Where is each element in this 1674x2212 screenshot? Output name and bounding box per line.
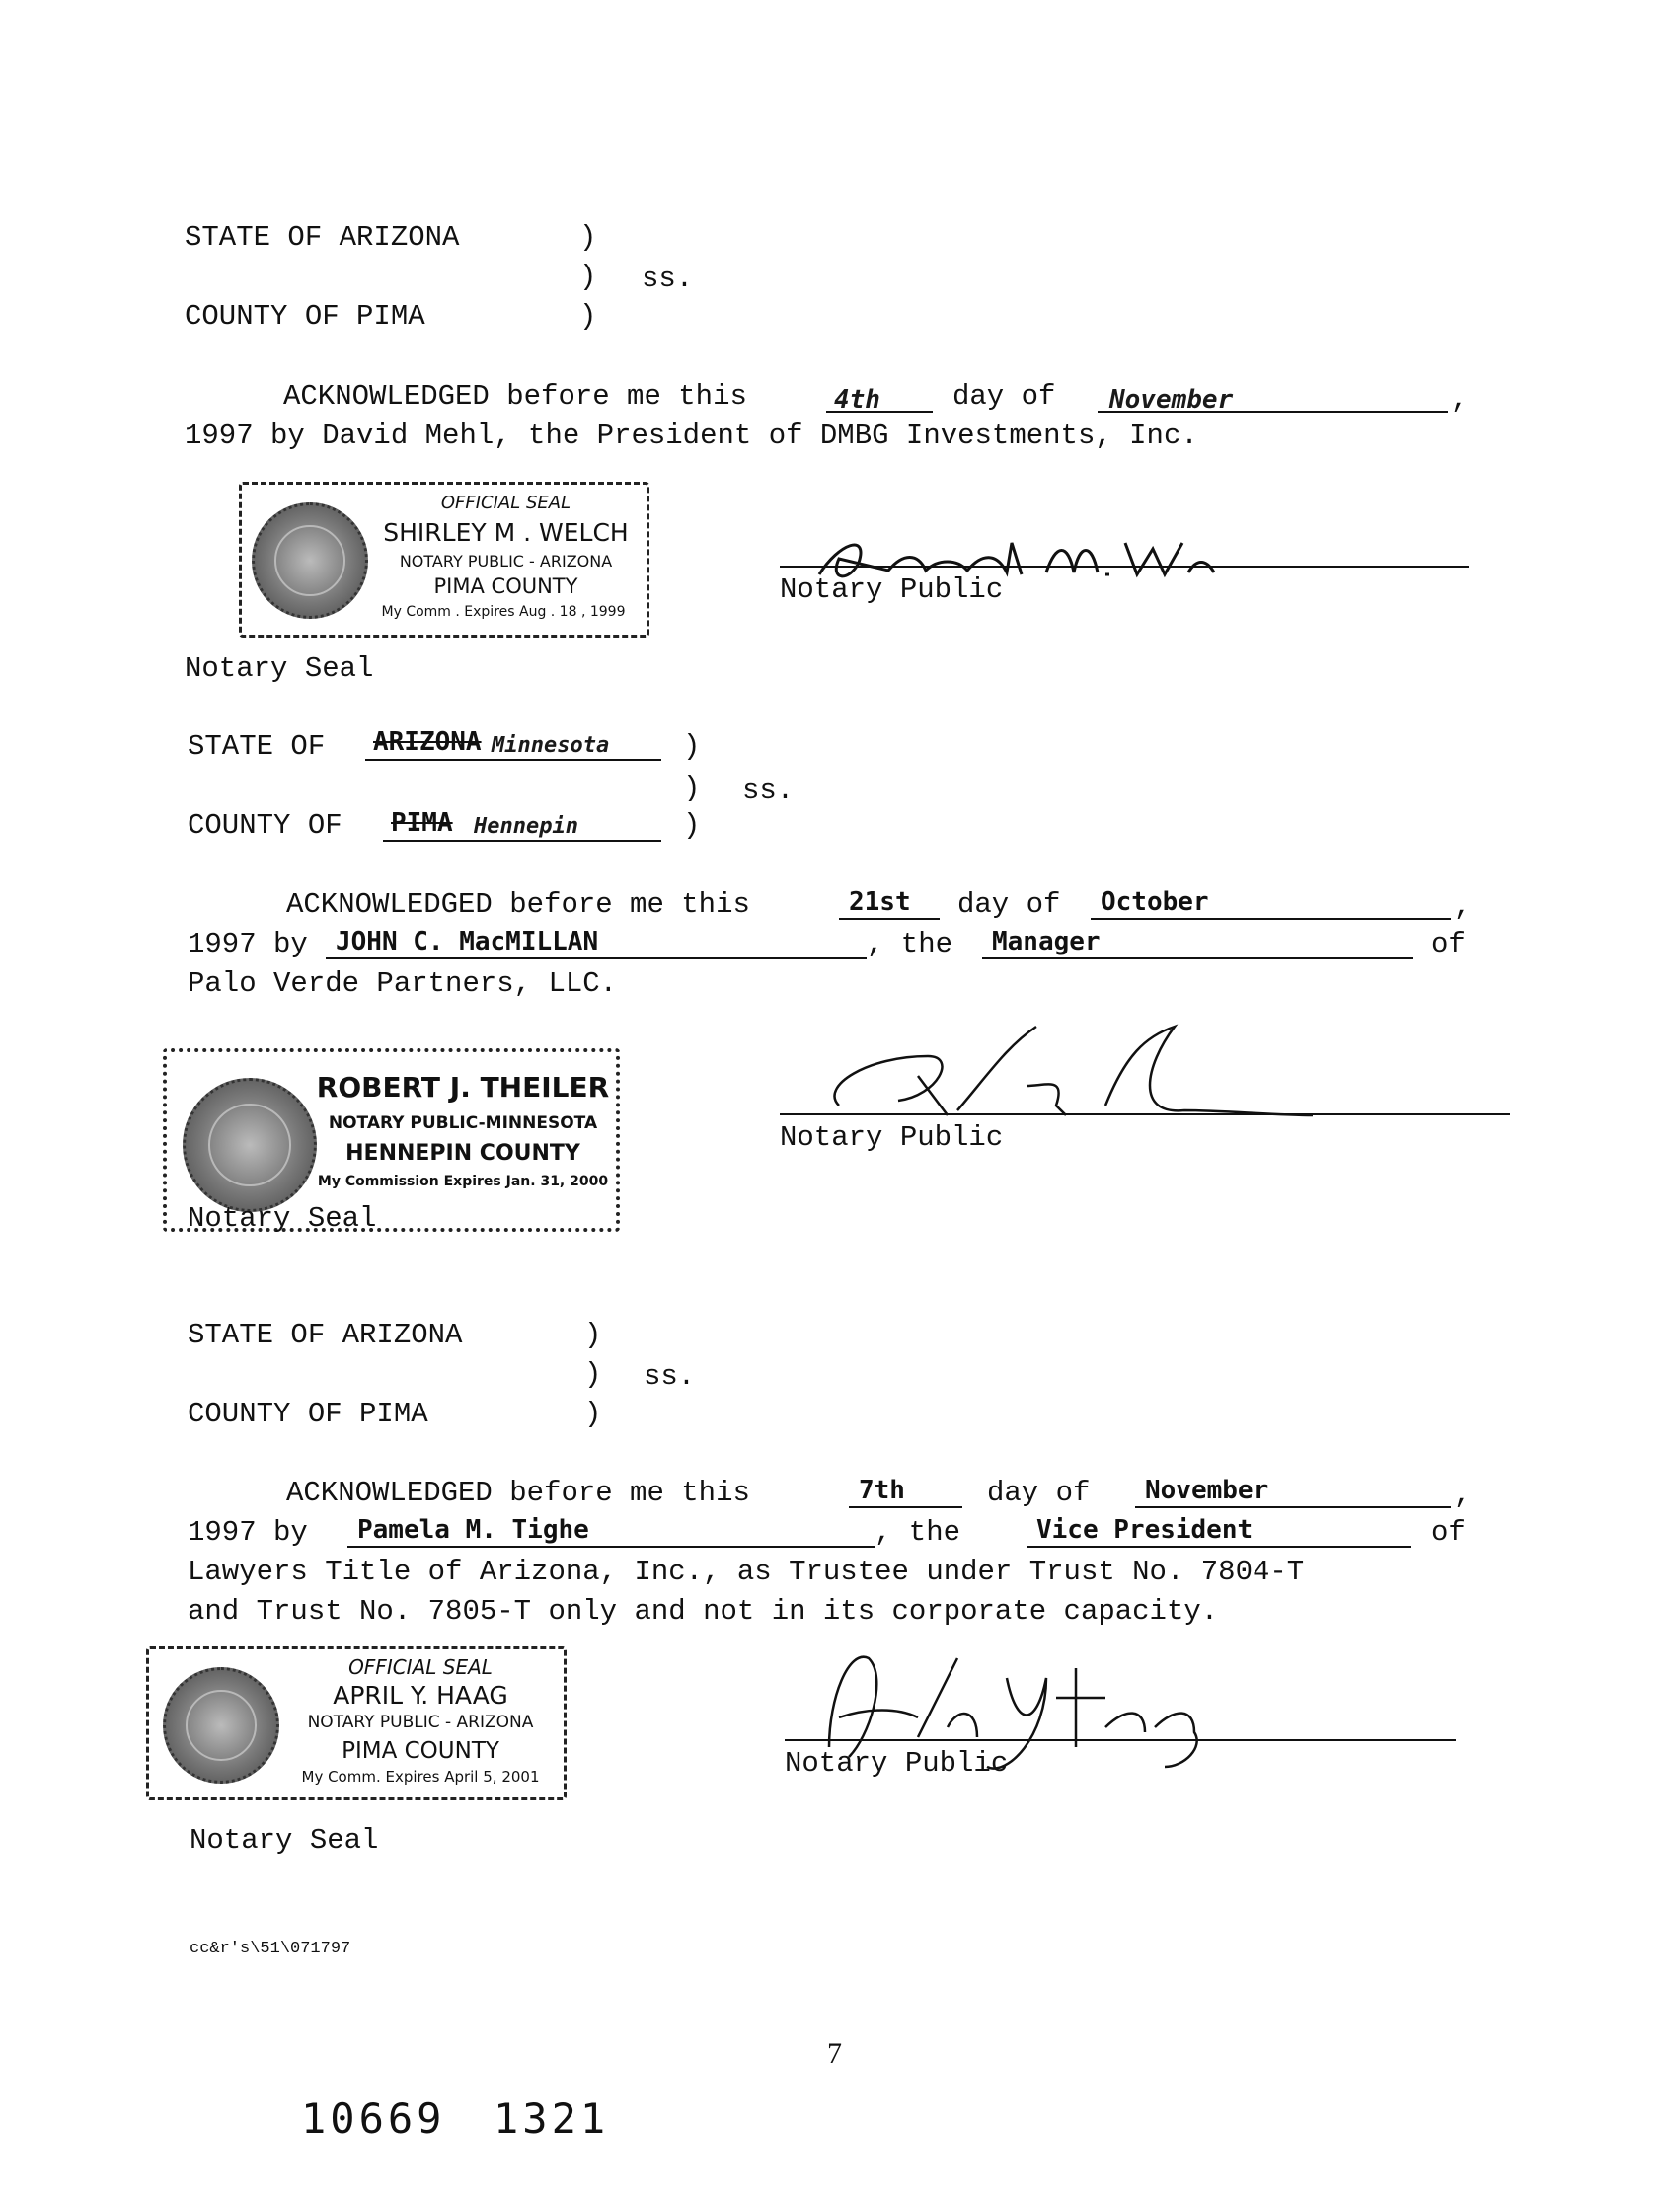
entity-2: Palo Verde Partners, LLC. [188,967,618,1000]
paren: ) [584,1319,602,1351]
paren: ) [579,261,597,293]
ack-day-1: 4th [834,385,880,415]
notary-public-label-3: Notary Public [785,1747,1009,1780]
ack-prefix-2: ACKNOWLEDGED before me this [286,888,750,921]
ack-day-2: 21st [849,887,911,917]
ack-day-field-2 [839,884,940,920]
county-of-pima-3: COUNTY OF PIMA [188,1398,428,1430]
ack-line2-1: 1997 by David Mehl, the President of DMBG Investments, Inc. [185,420,1198,452]
ack-month-3: November [1145,1476,1269,1505]
paren: ) [683,809,701,842]
seal-emblem-icon [183,1078,317,1212]
seal-line: OFFICIAL SEAL [348,1655,493,1679]
ack-month-field-2 [1091,884,1451,920]
ss-label: ss. [642,263,694,295]
comma: , [1451,383,1469,416]
seal-line: My Comm . Expires Aug . 18 , 1999 [381,604,626,620]
by-name-3: Pamela M. Tighe [357,1515,589,1545]
ack-month-field-3 [1135,1473,1451,1508]
by-name-field-3 [347,1512,875,1548]
the-label-2: , the [867,928,953,960]
seal-emblem-icon [163,1667,279,1784]
ack-day-field-1 [826,377,933,413]
notary-seal-label-2: Notary Seal [188,1202,377,1235]
ack-dayof-1: day of [952,380,1056,413]
state-of-label-2: STATE OF [188,730,326,763]
title-field-2 [982,924,1413,959]
seal-emblem-icon [252,502,368,619]
ss-label: ss. [644,1360,696,1393]
seal-line: My Comm. Expires April 5, 2001 [301,1768,540,1786]
title-2: Manager [992,927,1101,956]
state-of-arizona-1: STATE OF ARIZONA [185,221,460,254]
seal-line: NOTARY PUBLIC-MINNESOTA [328,1113,598,1133]
trust-line-4: and Trust No. 7805-T only and not in its corporate capacity. [188,1595,1219,1628]
paren: ) [584,1398,602,1430]
handwritten-state: Minnesota [492,733,610,758]
ss-label: ss. [742,774,795,806]
ack-month-1: November [1109,385,1234,415]
trustee-line-3: Lawyers Title of Arizona, Inc., as Trustee under Trust No. 7804-T [188,1556,1305,1588]
ack-dayof-2: day of [957,888,1061,921]
title-field-3 [1027,1512,1411,1548]
notary-seal-label-1: Notary Seal [185,652,374,685]
of-label-2: of [1431,928,1466,960]
notary-seal-label-3: Notary Seal [190,1824,379,1857]
ack-day-3: 7th [859,1476,905,1505]
notary-public-label-1: Notary Public [780,573,1004,606]
notary-seal-stamp-3 [146,1646,567,1800]
paren: ) [579,300,597,333]
seal-line: OFFICIAL SEAL [440,493,571,513]
seal-name: ROBERT J. THEILER [316,1071,610,1104]
seal-line: My Commission Expires Jan. 31, 2000 [317,1174,609,1189]
paren: ) [683,730,701,763]
ack-prefix-1: ACKNOWLEDGED before me this [283,380,747,413]
county-of-pima-1: COUNTY OF PIMA [185,300,425,333]
struck-state: ARIZONA [373,727,482,757]
state-of-arizona-3: STATE OF ARIZONA [188,1319,463,1351]
ack-month-2: October [1101,887,1209,917]
by-prefix-2: 1997 by [188,928,308,960]
by-name-field-2 [326,924,867,959]
paren: ) [579,221,597,254]
ack-prefix-3: ACKNOWLEDGED before me this [286,1477,750,1509]
the-label-3: , the [875,1516,961,1549]
seal-name: APRIL Y. HAAG [333,1681,508,1710]
county-field-2 [383,806,661,842]
signature-2 [809,1017,1323,1125]
file-reference: cc&r's\51\071797 [190,1940,351,1958]
comma: , [1454,1479,1472,1511]
struck-county: PIMA [391,808,453,838]
title-3: Vice President [1036,1515,1254,1545]
seal-line: NOTARY PUBLIC - ARIZONA [399,552,613,571]
seal-line: PIMA COUNTY [342,1738,499,1764]
by-name-2: JOHN C. MacMILLAN [336,927,599,956]
handwritten-county: Hennepin [474,814,578,839]
seal-line: HENNEPIN COUNTY [345,1141,580,1166]
record-page-number: 1321 [494,2095,610,2143]
ack-dayof-3: day of [987,1477,1091,1509]
seal-line: NOTARY PUBLIC - ARIZONA [307,1713,534,1732]
seal-name: SHIRLEY M . WELCH [383,518,629,547]
comma: , [1454,890,1472,923]
seal-line: PIMA COUNTY [433,574,578,598]
paren: ) [584,1358,602,1391]
county-of-label-2: COUNTY OF [188,809,342,842]
ack-day-field-3 [849,1473,962,1508]
page-number: 7 [827,2037,842,2070]
by-prefix-3: 1997 by [188,1516,308,1549]
of-label-3: of [1431,1516,1466,1549]
notary-seal-stamp-1 [239,482,649,638]
state-field-2 [365,725,661,761]
record-book-number: 10669 [301,2095,446,2143]
notary-public-label-2: Notary Public [780,1121,1004,1154]
ack-month-field-1 [1098,377,1448,413]
paren: ) [683,772,701,804]
